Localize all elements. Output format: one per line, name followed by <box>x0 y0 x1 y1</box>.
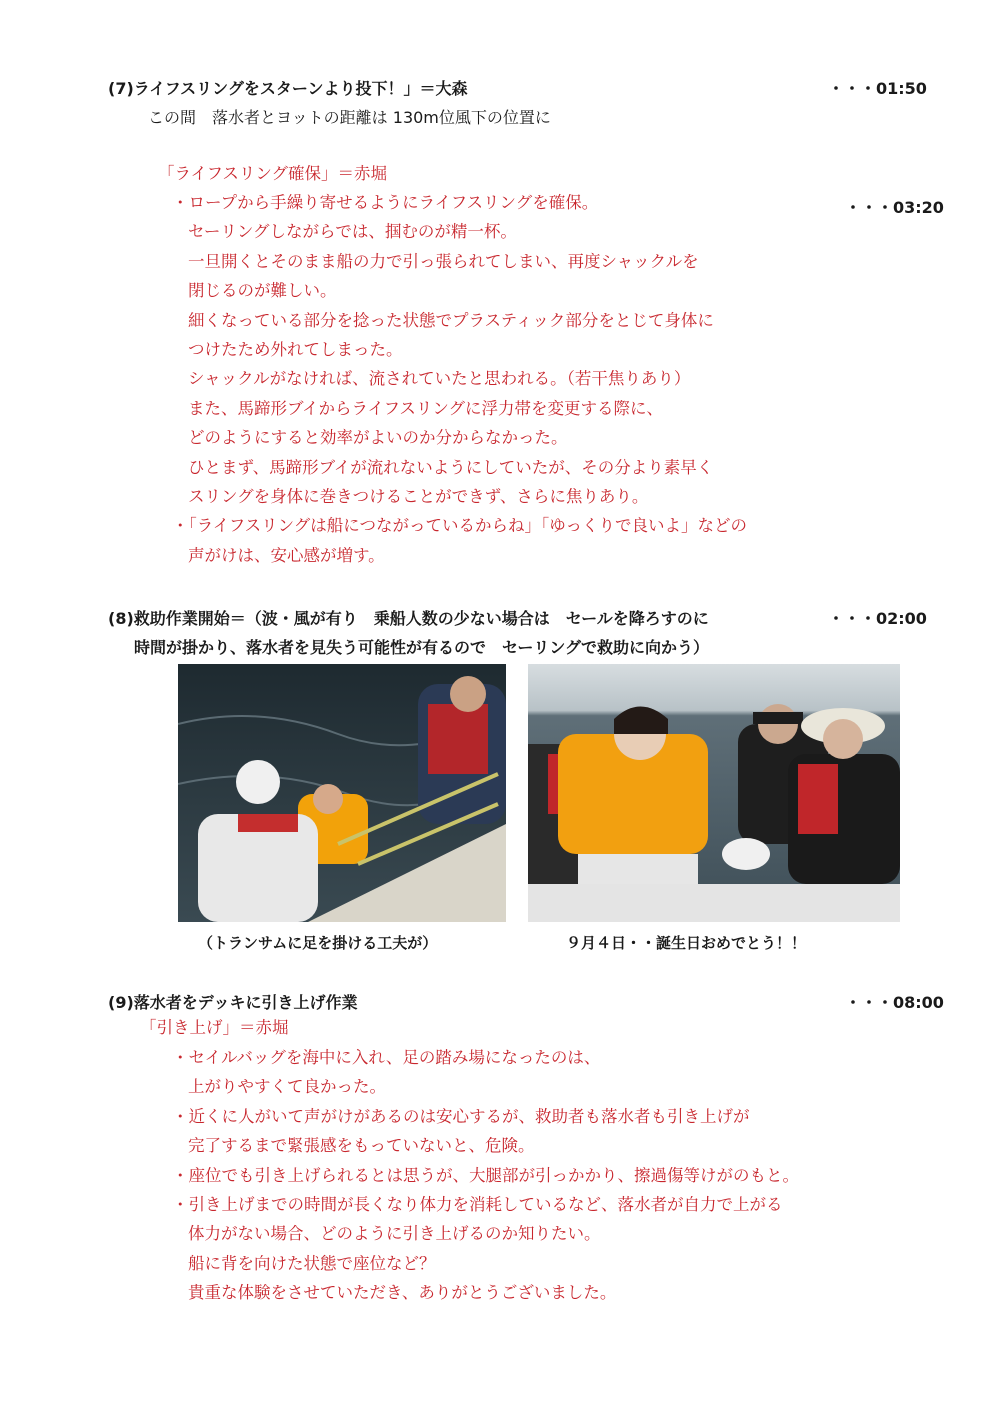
section7-subline: この間 落水者とヨットの距離は 130m位風下の位置に <box>148 108 551 127</box>
text-line: どのようにすると効率がよいのか分からなかった。 <box>188 428 568 448</box>
text-line: 体力がない場合、どのように引き上げるのか知りたい。 <box>188 1224 601 1244</box>
photo-birthday-rescue <box>528 664 900 922</box>
text-line: 貴重な体験をさせていただき、ありがとうございました。 <box>188 1283 617 1303</box>
text-line: ・セイルバッグを海中に入れ、足の踏み場になったのは、 <box>172 1048 601 1067</box>
text-line: シャックルがなければ、流されていたと思われる。（若干焦りあり） <box>188 369 691 389</box>
text-line: 細くなっている部分を捻った状態でプラスティック部分をとじて身体に <box>188 310 714 330</box>
text-line: セーリングしながらでは、掴むのが精一杯。 <box>188 222 517 242</box>
caption-left: （トランサムに足を掛ける工夫が） <box>198 934 438 952</box>
text-line: また、馬蹄形ブイからライフスリングに浮力帯を変更する際に、 <box>188 398 664 418</box>
text-line: 船に背を向けた状態で座位など？ <box>188 1253 436 1273</box>
text-line: ・ロープから手繰り寄せるようにライフスリングを確保。 <box>172 193 599 212</box>
section7-bullet1 <box>172 188 747 570</box>
section8-heading-line1: (8)救助作業開始＝（波・風が有り 乗船人数の少ない場合は セールを降ろすのに <box>108 609 709 628</box>
text-line: ・「ライフスリングは船につながっているからね」「ゆっくりで良いよ」などの <box>172 516 748 536</box>
text-line: ひとまず、馬蹄形ブイが流れないようにしていたが、その分より素早く <box>188 457 714 477</box>
section7-heading: (7)ライフスリングをスターンより投下！」＝大森 <box>108 79 468 98</box>
text-line: ・座位でも引き上げられるとは思うが、大腿部が引っかかり、擦過傷等けがのもと。 <box>172 1165 799 1185</box>
photo-transom-rescue <box>178 664 506 922</box>
text-line: 声がけは、安心感が増す。 <box>188 545 385 565</box>
text-line: 閉じるのが難しい。 <box>188 281 337 301</box>
text-line: ・引き上げまでの時間が長くなり体力を消耗しているなど、落水者が自力で上がる <box>172 1195 783 1215</box>
text-line: 完了するまで緊張感をもっていないと、危険。 <box>188 1136 535 1156</box>
section9-time: ・・・08:00 <box>845 993 944 1012</box>
section7-label: 「ライフスリング確保」＝赤堀 <box>158 164 388 183</box>
section9-heading: (9)落水者をデッキに引き上げ作業 <box>108 993 358 1012</box>
section9-label: 「引き上げ」＝赤堀 <box>140 1018 289 1037</box>
section7-time: ・・・01:50 <box>828 79 927 98</box>
section8-heading-line2: 時間が掛かり、落水者を見失う可能性が有るので セーリングで救助に向かう） <box>134 638 710 657</box>
caption-right: ９月４日・・誕生日おめでとう！！ <box>566 934 807 952</box>
section9-bullets <box>172 1043 799 1308</box>
text-line: ・近くに人がいて声がけがあるのは安心するが、救助者も落水者も引き上げが <box>172 1106 750 1126</box>
section8-time: ・・・02:00 <box>828 609 927 628</box>
text-line: 上がりやすくて良かった。 <box>188 1077 386 1097</box>
text-line: 一旦開くとそのまま船の力で引っ張られてしまい、再度シャックルを <box>188 251 699 271</box>
section7-time2: ・・・03:20 <box>845 198 944 217</box>
text-line: スリングを身体に巻きつけることができず、さらに焦りあり。 <box>188 487 649 507</box>
text-line: つけたため外れてしまった。 <box>188 340 403 360</box>
